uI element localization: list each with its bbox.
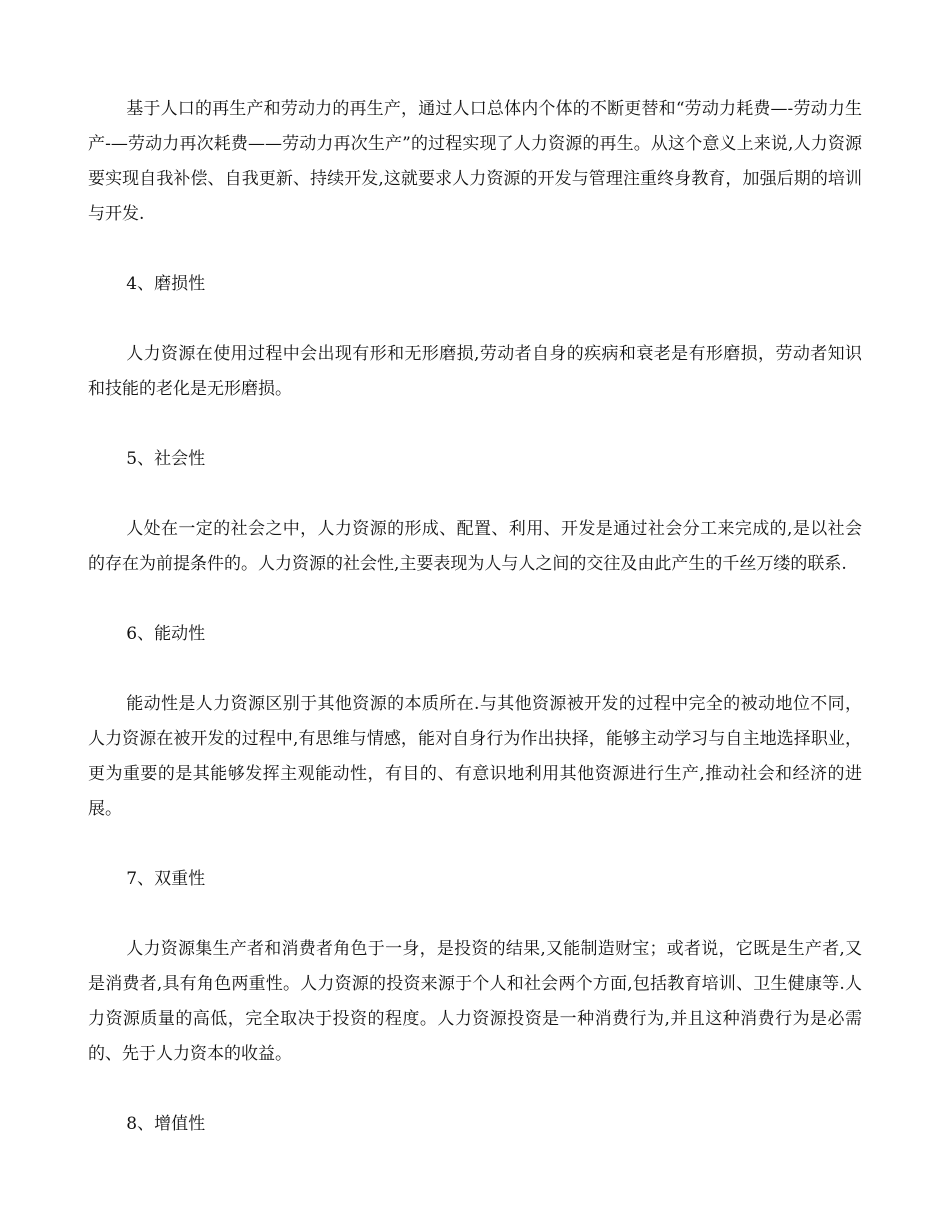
section-heading-initiative: 6、能动性 (126, 624, 206, 644)
paragraph-wear: 人力资源在使用过程中会出现有形和无形磨损,劳动者自身的疾病和衰老是有形磨损，劳动者知识和技能的老化是无形磨损。 (88, 344, 862, 399)
section-heading-wear: 4、磨损性 (126, 274, 206, 294)
section-heading-duality: 7、双重性 (126, 869, 206, 889)
document-body (88, 92, 862, 1177)
paragraph-duality: 人力资源集生产者和消费者角色于一身，是投资的结果,又能制造财宝；或者说，它既是生产者,又是消费者,具有角色两重性。人力资源的投资来源于个人和社会两个方面,包括教育培训、卫生健康等.人力资源质量的高低，完全取决于投资的程度。人力资源投资是一种消费行为,并且这种消费行为是必需的、先于人力资本的收益。 (88, 939, 862, 1064)
paragraph-initiative: 能动性是人力资源区别于其他资源的本质所在.与其他资源被开发的过程中完全的被动地位不同，人力资源在被开发的过程中,有思维与情感，能对自身行为作出抉择，能够主动学习与自主地选择职业，更为重要的是其能够发挥主观能动性，有目的、有意识地利用其他资源进行生产,推动社会和经济的进展。 (88, 694, 862, 819)
section-heading-value-added: 8、增值性 (126, 1114, 206, 1134)
paragraph-social: 人处在一定的社会之中，人力资源的形成、配置、利用、开发是通过社会分工来完成的,是以社会的存在为前提条件的。人力资源的社会性,主要表现为人与人之间的交往及由此产生的千丝万缕的联系. (88, 519, 862, 574)
paragraph-regeneration: 基于人口的再生产和劳动力的再生产，通过人口总体内个体的不断更替和“劳动力耗费—-劳动力生产-—劳动力再次耗费——劳动力再次生产”的过程实现了人力资源的再生。从这个意义上来说,人力资源要实现自我补偿、自我更新、持续开发,这就要求人力资源的开发与管理注重终身教育，加强后期的培训与开发. (88, 99, 862, 224)
section-heading-social: 5、社会性 (126, 449, 206, 469)
